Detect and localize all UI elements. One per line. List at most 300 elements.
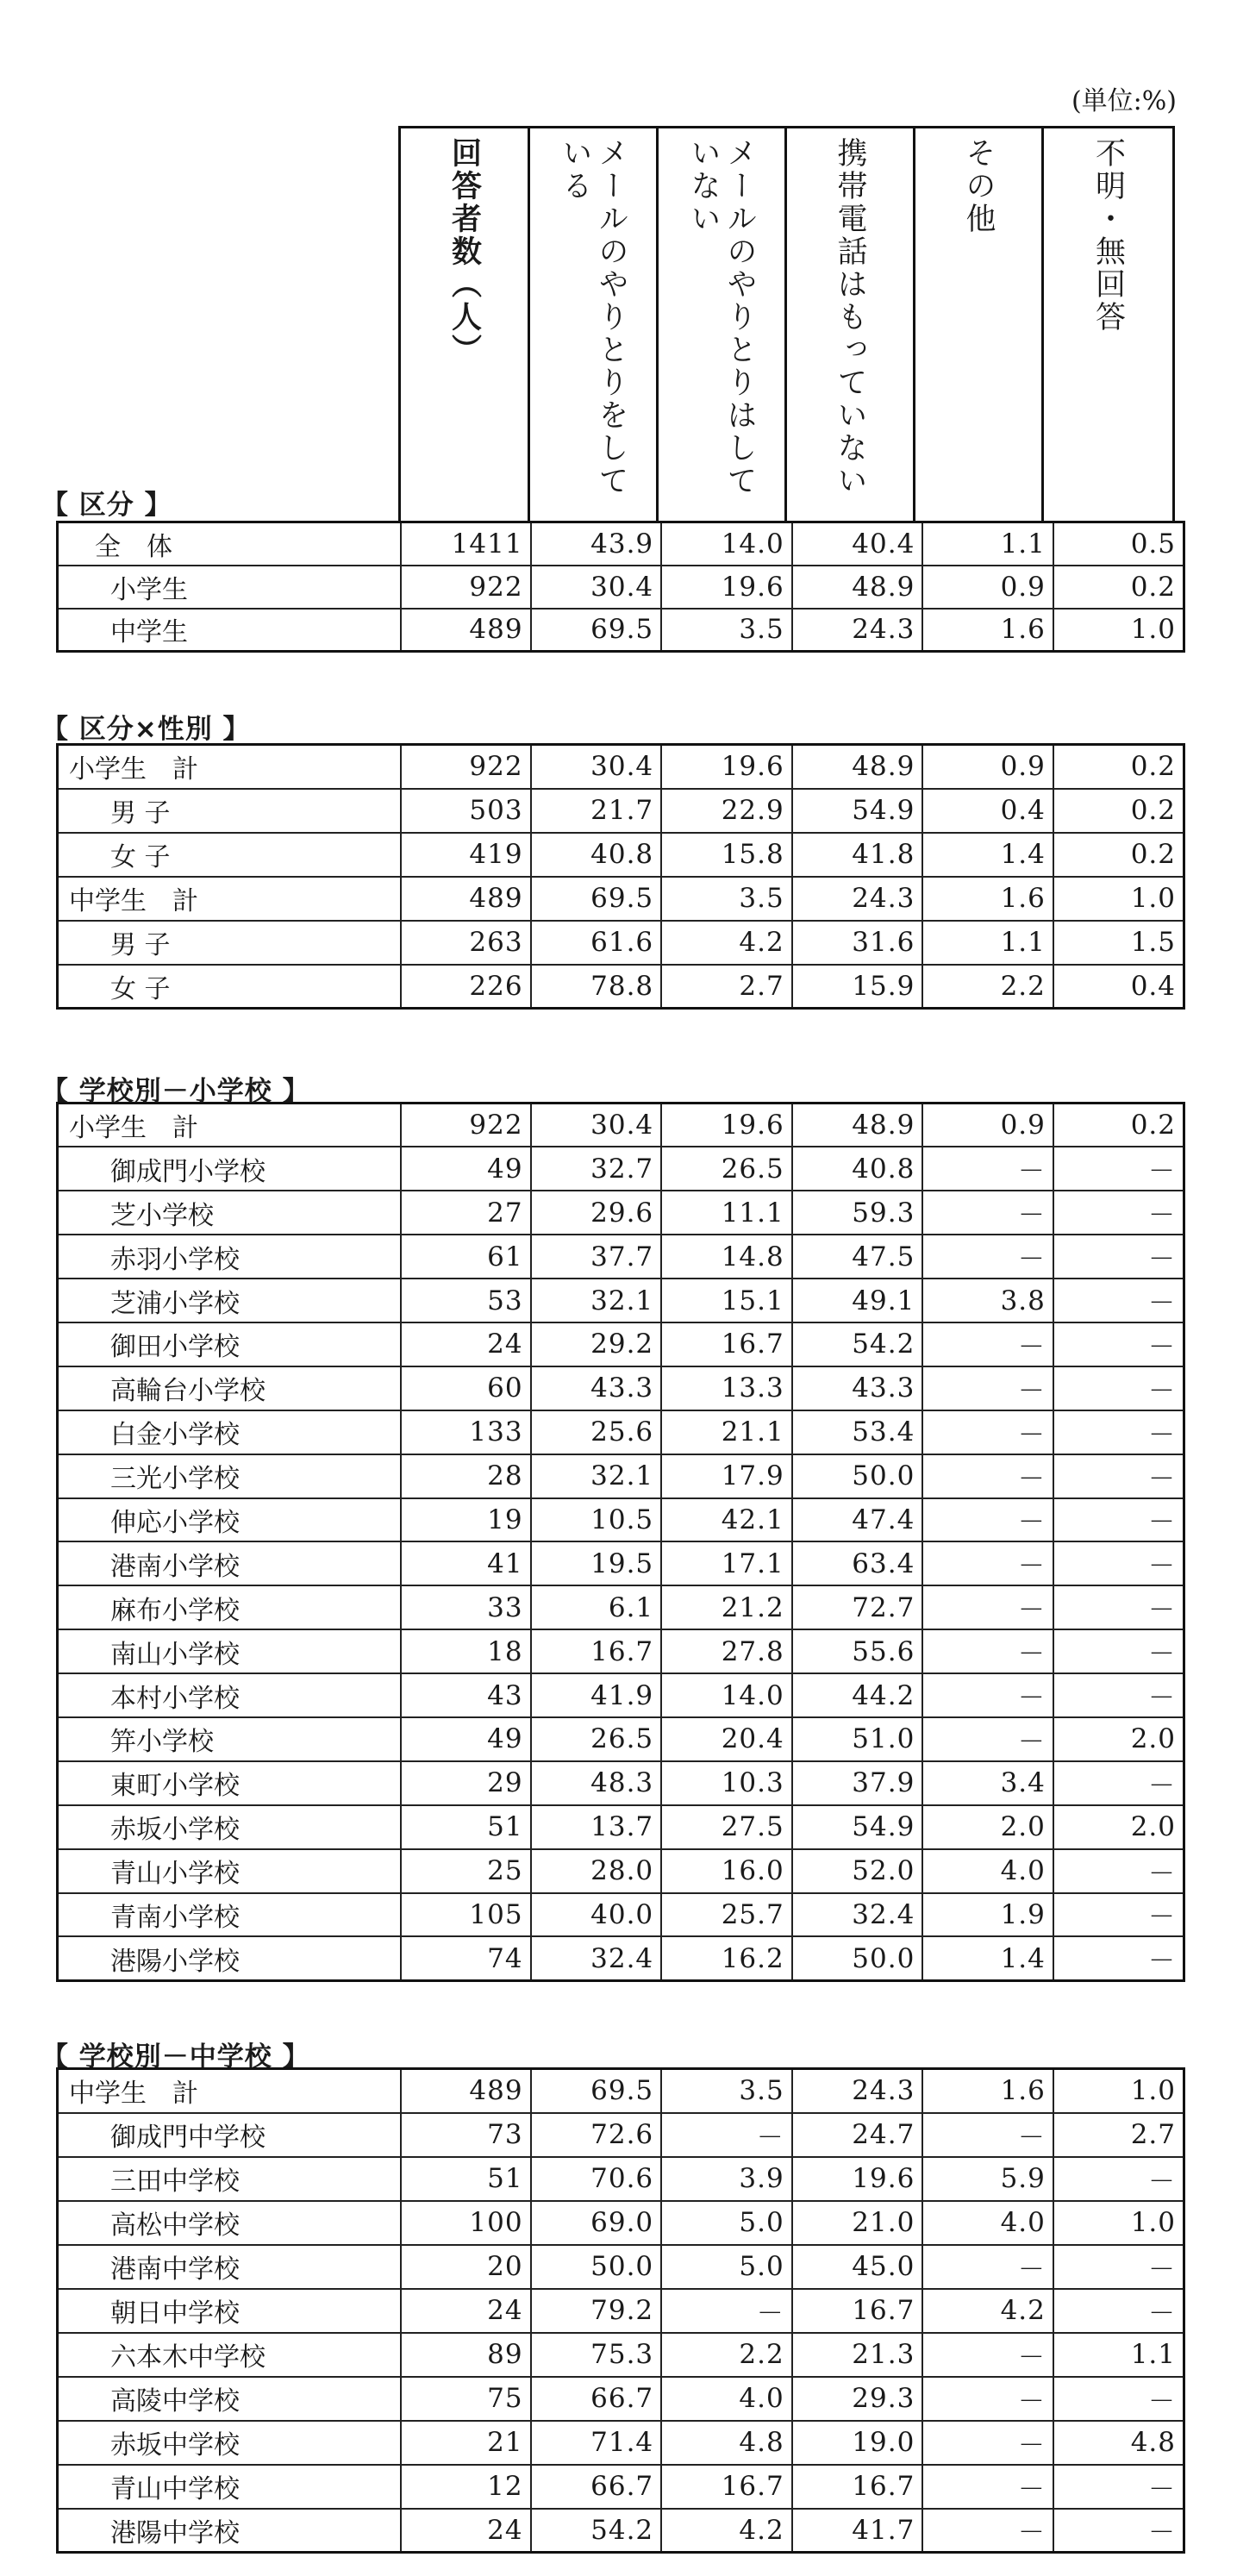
table-row — [58, 2509, 1184, 2553]
table-row — [58, 1410, 1184, 1454]
row-label: 青山中学校 — [58, 2465, 402, 2509]
table-cell: 11.1 — [661, 1191, 792, 1235]
row-label: 女 子 — [58, 965, 402, 1009]
row-label: 男 子 — [58, 921, 402, 965]
table-cell: － — [1053, 1366, 1184, 1410]
table-row — [58, 2421, 1184, 2465]
table-cell: 922 — [401, 1104, 531, 1147]
table-cell: 3.8 — [922, 1279, 1053, 1322]
table-cell: 51.0 — [792, 1717, 923, 1761]
table-cell: 41.9 — [531, 1673, 662, 1717]
table-row — [58, 1761, 1184, 1805]
table-cell: － — [922, 2245, 1053, 2289]
table-cell: － — [922, 2377, 1053, 2421]
table-cell: 75.3 — [531, 2333, 662, 2377]
table-row — [58, 1235, 1184, 1279]
table-cell: 26.5 — [531, 1717, 662, 1761]
table-cell: 69.5 — [531, 877, 662, 921]
row-label: 赤羽小学校 — [58, 1235, 402, 1279]
table-cell: 13.3 — [661, 1366, 792, 1410]
table-cell: － — [922, 1454, 1053, 1498]
row-label: 東町小学校 — [58, 1761, 402, 1805]
table-cell: 32.1 — [531, 1279, 662, 1322]
table-cell: 53.4 — [792, 1410, 923, 1454]
table-cell: 1.1 — [922, 921, 1053, 965]
table-row — [58, 745, 1184, 789]
row-label: 小学生 計 — [58, 745, 402, 789]
row-label: 赤坂小学校 — [58, 1805, 402, 1849]
table-cell: 2.0 — [922, 1805, 1053, 1849]
row-label: 全 体 — [58, 522, 402, 566]
table-cell: 43.3 — [531, 1366, 662, 1410]
column-header-row — [398, 126, 1175, 523]
table-row — [58, 2201, 1184, 2245]
table-cell: 75 — [401, 2377, 531, 2421]
table-row — [58, 965, 1184, 1009]
table-cell: 2.2 — [661, 2333, 792, 2377]
table-row — [58, 789, 1184, 833]
table-cell: 20.4 — [661, 1717, 792, 1761]
table-cell: 0.4 — [922, 789, 1053, 833]
table-cell: 27.8 — [661, 1629, 792, 1673]
table-cell: 32.7 — [531, 1147, 662, 1191]
table-cell: 69.5 — [531, 609, 662, 652]
table-cell: 69.5 — [531, 2069, 662, 2113]
table-row — [58, 2289, 1184, 2333]
table-cell: 21.3 — [792, 2333, 923, 2377]
table-cell: 50.0 — [792, 1454, 923, 1498]
row-label: 小学生 計 — [58, 1104, 402, 1147]
table-cell: 66.7 — [531, 2377, 662, 2421]
header-no-phone-text: 携帯電話はもっていない — [833, 137, 867, 497]
table-cell: 47.5 — [792, 1235, 923, 1279]
row-label: 高輪台小学校 — [58, 1366, 402, 1410]
table-cell: 5.9 — [922, 2157, 1053, 2201]
table-cell: － — [922, 1585, 1053, 1629]
table-row — [58, 1673, 1184, 1717]
table-cell: 41 — [401, 1541, 531, 1585]
table-cell: 43.9 — [531, 522, 662, 566]
table-cell: 3.4 — [922, 1761, 1053, 1805]
row-label: 伸応小学校 — [58, 1498, 402, 1542]
table-cell: 31.6 — [792, 921, 923, 965]
table-cell: 30.4 — [531, 566, 662, 609]
section-title: 【 学校別－小学校 】 — [41, 1076, 310, 1107]
table-row — [58, 1629, 1184, 1673]
table-cell: 0.9 — [922, 745, 1053, 789]
table-cell: 29 — [401, 1761, 531, 1805]
row-label: 高松中学校 — [58, 2201, 402, 2245]
row-label: 南山小学校 — [58, 1629, 402, 1673]
table-cell: 19 — [401, 1498, 531, 1542]
table-cell: 25 — [401, 1849, 531, 1893]
table-cell: 0.2 — [1053, 566, 1184, 609]
table-cell: － — [1053, 2509, 1184, 2553]
table-cell: 24.3 — [792, 2069, 923, 2113]
table-cell: 16.0 — [661, 1849, 792, 1893]
table-cell: 72.6 — [531, 2113, 662, 2157]
table-cell: 15.8 — [661, 833, 792, 877]
table-cell: － — [1053, 1893, 1184, 1937]
table-cell: － — [922, 1673, 1053, 1717]
table-cell: 16.7 — [792, 2465, 923, 2509]
row-label: 女 子 — [58, 833, 402, 877]
table-row — [58, 2465, 1184, 2509]
table-cell: 10.5 — [531, 1498, 662, 1542]
table-cell: － — [1053, 2157, 1184, 2201]
table-cell: 52.0 — [792, 1849, 923, 1893]
table-cell: 17.9 — [661, 1454, 792, 1498]
table-cell: 5.0 — [661, 2245, 792, 2289]
table-cell: 922 — [401, 745, 531, 789]
table-row — [58, 877, 1184, 921]
table-row — [58, 1717, 1184, 1761]
table-cell: 0.2 — [1053, 745, 1184, 789]
header-exchanging-mail — [530, 128, 659, 523]
header-respondents-text: 回答者数︵人︶ — [447, 137, 482, 366]
table-cell: 1411 — [401, 522, 531, 566]
table-cell: － — [1053, 2245, 1184, 2289]
table-cell: 54.2 — [531, 2509, 662, 2553]
table-cell: 489 — [401, 609, 531, 652]
table-cell: 59.3 — [792, 1191, 923, 1235]
table-cell: 25.7 — [661, 1893, 792, 1937]
table-row — [58, 609, 1184, 652]
table-cell: 43 — [401, 1673, 531, 1717]
header-unknown-text: 不明・無回答 — [1090, 137, 1126, 334]
table-cell: － — [922, 1541, 1053, 1585]
table-row — [58, 833, 1184, 877]
table-cell: 24.3 — [792, 877, 923, 921]
table-cell: 1.0 — [1053, 2201, 1184, 2245]
header-unknown — [1044, 128, 1175, 523]
table-cell: 5.0 — [661, 2201, 792, 2245]
table-cell: 14.0 — [661, 522, 792, 566]
table-cell: 45.0 — [792, 2245, 923, 2289]
table-row — [58, 1541, 1184, 1585]
table-cell: 54.9 — [792, 1805, 923, 1849]
row-label: 赤坂中学校 — [58, 2421, 402, 2465]
table-row — [58, 1104, 1184, 1147]
table-cell: 37.7 — [531, 1235, 662, 1279]
table-cell: － — [661, 2289, 792, 2333]
table-cell: 1.6 — [922, 2069, 1053, 2113]
table-row — [58, 2333, 1184, 2377]
table-cell: 0.2 — [1053, 1104, 1184, 1147]
table-cell: － — [1053, 1936, 1184, 1980]
row-label: 本村小学校 — [58, 1673, 402, 1717]
row-label: 笄小学校 — [58, 1717, 402, 1761]
table-cell: 17.1 — [661, 1541, 792, 1585]
table-row — [58, 1279, 1184, 1322]
table-cell: 0.9 — [922, 566, 1053, 609]
table-cell: 0.4 — [1053, 965, 1184, 1009]
table-cell: 4.0 — [661, 2377, 792, 2421]
table-cell: 42.1 — [661, 1498, 792, 1542]
table-cell: 32.4 — [792, 1893, 923, 1937]
row-label: 六本木中学校 — [58, 2333, 402, 2377]
table-row — [58, 2245, 1184, 2289]
table-cell: 19.6 — [661, 1104, 792, 1147]
table-cell: 37.9 — [792, 1761, 923, 1805]
table-cell: 4.2 — [661, 2509, 792, 2553]
table-cell: 19.0 — [792, 2421, 923, 2465]
table-cell: 1.1 — [1053, 2333, 1184, 2377]
table-row — [58, 1893, 1184, 1937]
table-cell: 4.8 — [1053, 2421, 1184, 2465]
table-cell: 30.4 — [531, 745, 662, 789]
table-cell: 24.7 — [792, 2113, 923, 2157]
table-cell: 3.9 — [661, 2157, 792, 2201]
table-cell: 13.7 — [531, 1805, 662, 1849]
table-cell: 2.0 — [1053, 1717, 1184, 1761]
row-label: 青南小学校 — [58, 1893, 402, 1937]
table-cell: 29.3 — [792, 2377, 923, 2421]
table-cell: 41.7 — [792, 2509, 923, 2553]
table-cell: 15.1 — [661, 1279, 792, 1322]
table-cell: 0.9 — [922, 1104, 1053, 1147]
table-cell: 263 — [401, 921, 531, 965]
row-label: 高陵中学校 — [58, 2377, 402, 2421]
table-cell: 51 — [401, 2157, 531, 2201]
table-row — [58, 1191, 1184, 1235]
table-cell: 4.8 — [661, 2421, 792, 2465]
table-cell: － — [922, 1629, 1053, 1673]
table-cell: 1.4 — [922, 1936, 1053, 1980]
table-cell: 2.7 — [661, 965, 792, 1009]
table-cell: 19.6 — [792, 2157, 923, 2201]
table-cell: 489 — [401, 2069, 531, 2113]
table-cell: 6.1 — [531, 1585, 662, 1629]
table-cell: 10.3 — [661, 1761, 792, 1805]
table-cell: － — [1053, 1279, 1184, 1322]
table-cell: 41.8 — [792, 833, 923, 877]
table-cell: 15.9 — [792, 965, 923, 1009]
table-cell: 79.2 — [531, 2289, 662, 2333]
table-cell: 26.5 — [661, 1147, 792, 1191]
table-row — [58, 921, 1184, 965]
table-cell: 4.2 — [922, 2289, 1053, 2333]
table-cell: 43.3 — [792, 1366, 923, 1410]
table-cell: － — [922, 1322, 1053, 1366]
row-label: 小学生 — [58, 566, 402, 609]
table-cell: 28.0 — [531, 1849, 662, 1893]
table-cell: － — [1053, 2465, 1184, 2509]
table-cell: － — [922, 1410, 1053, 1454]
table-cell: － — [922, 2113, 1053, 2157]
data-table — [56, 2067, 1185, 2554]
table-cell: － — [1053, 1322, 1184, 1366]
table-cell: 16.7 — [531, 1629, 662, 1673]
table-cell: 0.5 — [1053, 522, 1184, 566]
table-cell: 25.6 — [531, 1410, 662, 1454]
row-label: 御田小学校 — [58, 1322, 402, 1366]
table-cell: 21.1 — [661, 1410, 792, 1454]
table-cell: 50.0 — [531, 2245, 662, 2289]
table-cell: 50.0 — [792, 1936, 923, 1980]
table-cell: 30.4 — [531, 1104, 662, 1147]
data-table — [56, 743, 1185, 1010]
table-cell: 4.0 — [922, 2201, 1053, 2245]
table-cell: 4.2 — [661, 921, 792, 965]
table-cell: － — [1053, 1761, 1184, 1805]
table-cell: － — [1053, 1191, 1184, 1235]
table-cell: 1.9 — [922, 1893, 1053, 1937]
table-cell: 133 — [401, 1410, 531, 1454]
table-cell: 73 — [401, 2113, 531, 2157]
table-row — [58, 1585, 1184, 1629]
table-row — [58, 2377, 1184, 2421]
table-row — [58, 2113, 1184, 2157]
table-cell: 19.5 — [531, 1541, 662, 1585]
table-cell: 21.7 — [531, 789, 662, 833]
table-cell: 49.1 — [792, 1279, 923, 1322]
table-cell: － — [922, 1366, 1053, 1410]
table-cell: 22.9 — [661, 789, 792, 833]
table-cell: 2.0 — [1053, 1805, 1184, 1849]
table-cell: 72.7 — [792, 1585, 923, 1629]
table-cell: 21.0 — [792, 2201, 923, 2245]
table-cell: 53 — [401, 1279, 531, 1322]
table-cell: 922 — [401, 566, 531, 609]
table-cell: 18 — [401, 1629, 531, 1673]
table-cell: 21.2 — [661, 1585, 792, 1629]
table-cell: 21 — [401, 2421, 531, 2465]
table-cell: － — [1053, 2289, 1184, 2333]
header-other — [915, 128, 1044, 523]
unit-label: (単位:%) — [1071, 86, 1177, 116]
table-cell: 29.6 — [531, 1191, 662, 1235]
table-row — [58, 1366, 1184, 1410]
table-cell: 40.8 — [531, 833, 662, 877]
row-label: 芝浦小学校 — [58, 1279, 402, 1322]
table-cell: － — [661, 2113, 792, 2157]
row-label: 御成門小学校 — [58, 1147, 402, 1191]
table-cell: 419 — [401, 833, 531, 877]
table-cell: － — [922, 1235, 1053, 1279]
header-other-text: その他 — [961, 137, 996, 235]
row-label: 港南小学校 — [58, 1541, 402, 1585]
table-cell: 3.5 — [661, 877, 792, 921]
table-cell: 3.5 — [661, 609, 792, 652]
table-cell: － — [922, 1147, 1053, 1191]
table-cell: 69.0 — [531, 2201, 662, 2245]
table-cell: － — [1053, 1585, 1184, 1629]
table-cell: 54.9 — [792, 789, 923, 833]
section-title: 【 区分×性別 】 — [41, 714, 251, 745]
table-row — [58, 1454, 1184, 1498]
row-label: 朝日中学校 — [58, 2289, 402, 2333]
table-cell: 24 — [401, 2289, 531, 2333]
table-cell: － — [1053, 1629, 1184, 1673]
table-cell: 27.5 — [661, 1805, 792, 1849]
table-cell: 1.6 — [922, 609, 1053, 652]
table-cell: － — [922, 2509, 1053, 2553]
header-not-exchanging-mail — [659, 128, 787, 523]
row-label: 港陽中学校 — [58, 2509, 402, 2553]
table-cell: － — [1053, 1541, 1184, 1585]
table-cell: 24.3 — [792, 609, 923, 652]
table-cell: 78.8 — [531, 965, 662, 1009]
table-cell: 51 — [401, 1805, 531, 1849]
section-title: 【 区分 】 — [41, 490, 172, 521]
table-cell: 226 — [401, 965, 531, 1009]
table-cell: 28 — [401, 1454, 531, 1498]
table-cell: 61 — [401, 1235, 531, 1279]
table-cell: － — [922, 2465, 1053, 2509]
header-not-exchanging-mail-text: メールのやりとりはしていない — [686, 137, 757, 497]
table-row — [58, 2157, 1184, 2201]
table-cell: － — [1053, 1454, 1184, 1498]
table-cell: － — [1053, 1498, 1184, 1542]
table-cell: 19.6 — [661, 745, 792, 789]
table-cell: 105 — [401, 1893, 531, 1937]
table-cell: 2.2 — [922, 965, 1053, 1009]
table-cell: － — [922, 2421, 1053, 2465]
table-cell: 1.4 — [922, 833, 1053, 877]
table-cell: 70.6 — [531, 2157, 662, 2201]
table-row — [58, 1936, 1184, 1980]
data-table — [56, 1102, 1185, 1982]
table-cell: 1.0 — [1053, 609, 1184, 652]
table-cell: 1.5 — [1053, 921, 1184, 965]
table-cell: － — [922, 2333, 1053, 2377]
row-label: 芝小学校 — [58, 1191, 402, 1235]
table-cell: 19.6 — [661, 566, 792, 609]
table-cell: 1.0 — [1053, 877, 1184, 921]
row-label: 中学生 計 — [58, 877, 402, 921]
table-row — [58, 1849, 1184, 1893]
row-label: 中学生 — [58, 609, 402, 652]
table-cell: 32.4 — [531, 1936, 662, 1980]
table-cell: 2.7 — [1053, 2113, 1184, 2157]
table-cell: 12 — [401, 2465, 531, 2509]
table-cell: 40.4 — [792, 522, 923, 566]
table-row — [58, 2069, 1184, 2113]
table-cell: 100 — [401, 2201, 531, 2245]
row-label: 港南中学校 — [58, 2245, 402, 2289]
table-cell: 0.2 — [1053, 789, 1184, 833]
table-cell: 0.2 — [1053, 833, 1184, 877]
row-label: 御成門中学校 — [58, 2113, 402, 2157]
table-cell: 61.6 — [531, 921, 662, 965]
table-cell: 49 — [401, 1147, 531, 1191]
table-row — [58, 1498, 1184, 1542]
table-cell: 48.3 — [531, 1761, 662, 1805]
table-cell: 16.7 — [661, 1322, 792, 1366]
table-cell: － — [922, 1717, 1053, 1761]
row-label: 三田中学校 — [58, 2157, 402, 2201]
table-cell: － — [1053, 1410, 1184, 1454]
table-cell: 24 — [401, 1322, 531, 1366]
table-cell: 55.6 — [792, 1629, 923, 1673]
table-cell: － — [1053, 1673, 1184, 1717]
table-cell: 44.2 — [792, 1673, 923, 1717]
table-row — [58, 1805, 1184, 1849]
table-cell: － — [1053, 1849, 1184, 1893]
table-row — [58, 1147, 1184, 1191]
table-cell: 16.7 — [661, 2465, 792, 2509]
table-cell: 74 — [401, 1936, 531, 1980]
table-cell: － — [1053, 1235, 1184, 1279]
row-label: 港陽小学校 — [58, 1936, 402, 1980]
table-cell: 32.1 — [531, 1454, 662, 1498]
table-cell: － — [1053, 2377, 1184, 2421]
table-cell: 489 — [401, 877, 531, 921]
table-cell: 40.0 — [531, 1893, 662, 1937]
table-cell: 54.2 — [792, 1322, 923, 1366]
table-cell: 503 — [401, 789, 531, 833]
